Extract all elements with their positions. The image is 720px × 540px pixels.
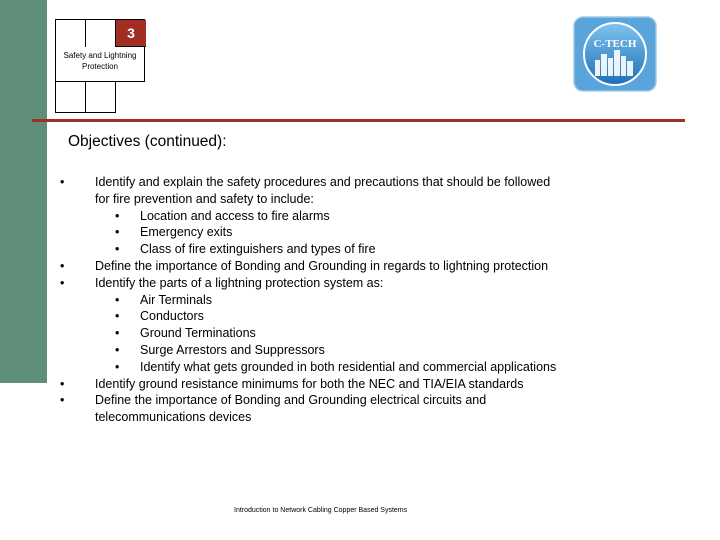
objective-item xyxy=(60,376,660,393)
bullet-marker: • xyxy=(115,208,120,223)
module-grid-cell xyxy=(86,20,116,47)
objective-subitem xyxy=(60,224,660,241)
logo-text: C-TECH xyxy=(593,38,637,50)
slide-heading: Objectives (continued): xyxy=(68,133,227,150)
objective-text: Define the importance of Bonding and Grounding in regards to lightning protection xyxy=(95,258,549,273)
module-number: 3 xyxy=(116,20,146,47)
objective-text: Identify what gets grounded in both residential and commercial applications xyxy=(140,359,557,374)
objective-item xyxy=(60,275,660,292)
objective-text: Surge Arrestors and Suppressors xyxy=(140,342,325,357)
objective-text: Ground Terminations xyxy=(140,326,256,341)
bullet-marker: • xyxy=(115,242,120,257)
objective-text: for fire prevention and safety to include: xyxy=(95,191,314,206)
bullet-marker: • xyxy=(60,393,65,408)
objective-item xyxy=(60,258,660,275)
bullet-marker: • xyxy=(115,359,120,374)
objective-item xyxy=(60,409,660,426)
objective-text: Emergency exits xyxy=(140,225,233,240)
module-grid-cell xyxy=(56,20,86,47)
module-badge xyxy=(55,19,145,82)
objective-subitem xyxy=(60,241,660,258)
objective-item xyxy=(60,174,660,191)
objective-text: Conductors xyxy=(140,309,204,324)
objective-subitem xyxy=(60,308,660,325)
bullet-marker: • xyxy=(60,175,65,189)
bullet-marker: • xyxy=(60,376,65,391)
bullet-marker: • xyxy=(115,326,120,341)
objective-text: Define the importance of Bonding and Grounding electrical circuits and xyxy=(95,393,487,408)
objective-subitem xyxy=(60,359,660,376)
objective-item xyxy=(60,191,660,208)
objective-subitem xyxy=(60,325,660,342)
footer-text: Introduction to Network Cabling Copper Based Systems xyxy=(234,507,408,514)
objective-text: Class of fire extinguishers and types of fire xyxy=(140,242,376,257)
objective-subitem xyxy=(60,208,660,225)
objective-text: Identify the parts of a lightning protection system as: xyxy=(95,275,384,290)
objective-subitem xyxy=(60,292,660,309)
bullet-marker: • xyxy=(115,309,120,324)
objective-text: Identify ground resistance minimums for both the NEC and TIA/EIA standards xyxy=(95,376,524,391)
header-divider xyxy=(32,119,685,122)
objective-item xyxy=(60,392,660,409)
objective-text: Location and access to fire alarms xyxy=(140,208,330,223)
ctech-logo xyxy=(573,16,657,92)
objective-text: telecommunications devices xyxy=(95,410,252,425)
objectives-list xyxy=(60,174,660,426)
objective-text: Identify and explain the safety procedures and precautions that should be followed xyxy=(95,175,551,189)
objective-text: Air Terminals xyxy=(140,292,213,307)
bullet-marker: • xyxy=(115,292,120,307)
bullet-marker: • xyxy=(115,225,120,240)
objective-subitem xyxy=(60,342,660,359)
bullet-marker: • xyxy=(115,342,120,357)
bullet-marker: • xyxy=(60,275,65,290)
left-accent-bar xyxy=(0,0,47,383)
bullet-marker: • xyxy=(60,258,65,273)
module-title: Safety and Lightning Protection xyxy=(63,51,137,71)
module-grid-bottom xyxy=(55,82,116,113)
